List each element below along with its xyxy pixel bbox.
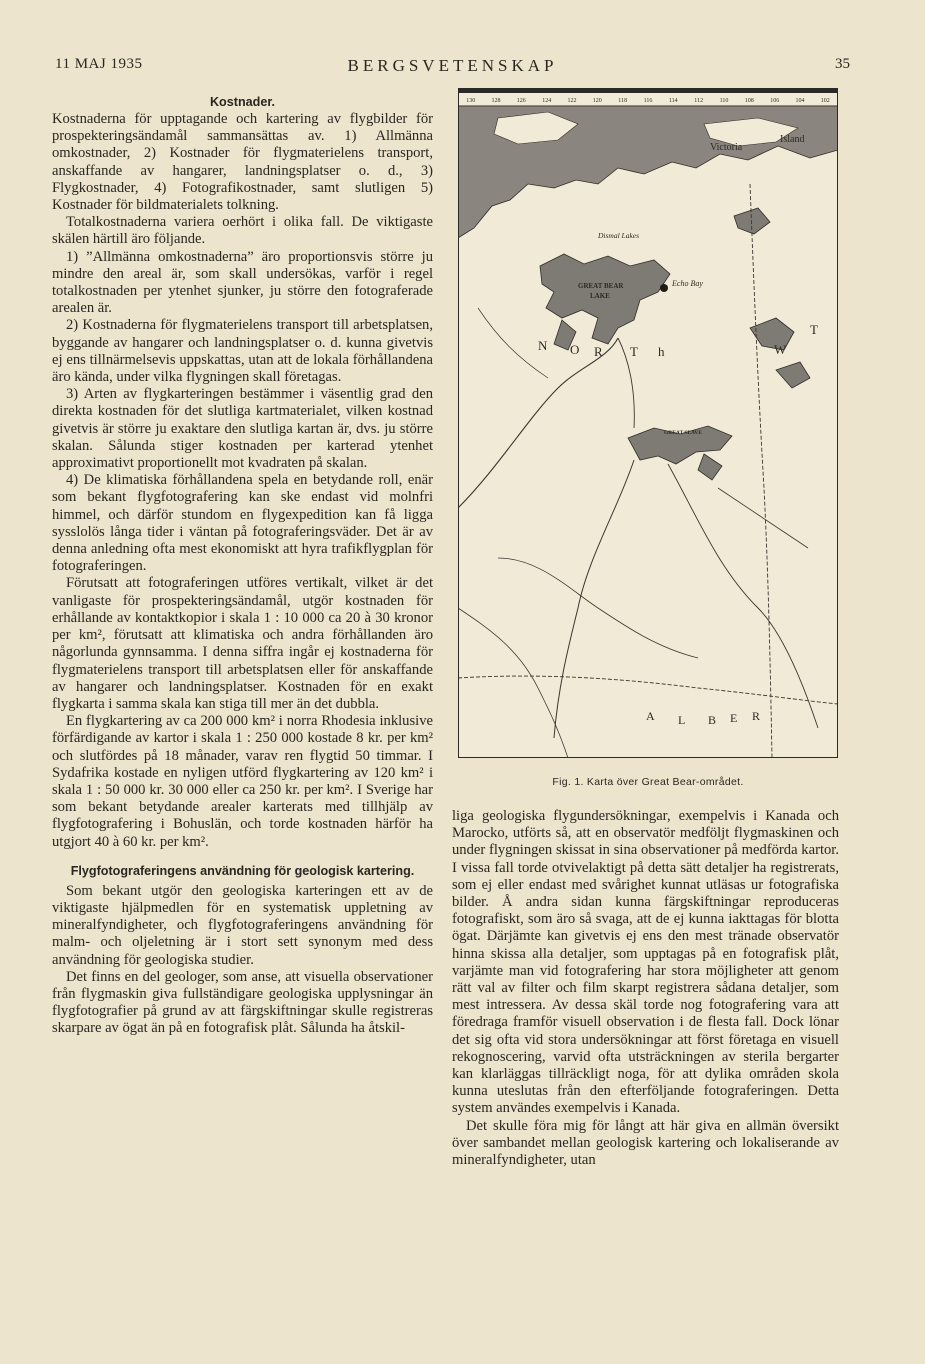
- map-label-alberta-r: R: [752, 709, 761, 723]
- journal-title: BERGSVETENSKAP: [347, 56, 558, 75]
- map-label-lake: LAKE: [590, 292, 610, 300]
- map-label-great-slave: GREAT SLAVE: [664, 430, 703, 436]
- longitude-label: 104: [795, 98, 805, 104]
- paragraph: Totalkostnaderna variera oerhört i olika fall. De viktigaste skälen härtill äro följande.: [52, 214, 433, 248]
- figure-caption: Fig. 1. Karta över Great Bear-området.: [552, 776, 744, 788]
- longitude-label: 126: [516, 98, 526, 104]
- longitude-label: 112: [694, 98, 704, 104]
- map-label-west-t: T: [810, 322, 818, 337]
- map-label-h: h: [658, 344, 665, 359]
- map-label-alberta-e: E: [730, 711, 738, 725]
- paragraph: Kostnaderna för upptagande och kartering av flygbilder för prospekteringsändamål sammansättas av. 1) Allmänna omkostnader, 2) Kostnader för flygmaterielens transport, anskaffande av hangarer, landningsplatser o. d., 3) Flygkostnader, 4) Fotografikostnader, samt slutligen 5) Kostnader för bildmaterialets tolkning.: [52, 111, 433, 214]
- longitude-label: 124: [542, 98, 552, 104]
- map-label-alberta-b: B: [708, 713, 717, 727]
- running-header: [55, 56, 850, 80]
- paragraph: Förutsatt att fotograferingen utföres vertikalt, vilket är det vanligaste för prospekteringsändamål, utgör kostnaden för erhållande av kontaktkopior i skala 1 : 10 000 ca 20 à 30 kronor per km², förutsatt att klimatiska och andra förhållanden äro någorlunda gynnsamma. I denna siffra ingår ej kostnaderna för flygmaterielens transport till arbetsplatsen eller för anskaffande av hangarer och landningsplatser. Kostnaden för en exakt flygkarta i samma skala kan stiga till mer än det dubbla.: [52, 575, 433, 712]
- map-figure: [458, 88, 838, 758]
- paragraph: 3) Arten av flygkarteringen bestämmer i väsentlig grad den direkta kostnaden för det slutliga kartmaterialet, vilken kostnad givetvis är större ju exaktare den slutliga kartan är, dvs. ju större skalan. Sålunda stiger kostnaden per karterad ytenhet approximativt proportionellt mot kvadraten på skalan.: [52, 386, 433, 472]
- paragraph: Det finns en del geologer, som anse, att visuella observationer från flygmaskin giva fullständigare geologiska upplysningar än flygfotografier på grund av att färgskiftningar skulle registreras skarpare av ögat än på en fotografisk plåt. Sålunda ha åtskil-: [52, 968, 433, 1037]
- paragraph: En flygkartering av ca 200 000 km² i norra Rhodesia inklusive förfärdigande av kartor i skala 1 : 250 000 kostade 8 kr. per km² och slutfördes på 18 månader, varav ren flygtid 50 timmar. I Sydafrika kostade en nyligen utförd flygkartering av 120 km² i skala 1 : 50 000 kr. 30 000 eller ca 250 kr. per km². I Sverige har som bekant betydande arealer karterats med tillhjälp av flygfotografering i Bohuslän, och torde kostnaden härför ha utgjort 40 à 60 kr. per km².: [52, 713, 433, 850]
- page-number: 35: [835, 56, 850, 72]
- longitude-label: 122: [567, 98, 577, 104]
- issue-date: 11 MAJ 1935: [55, 56, 143, 72]
- map-label-n: N: [538, 338, 548, 353]
- right-column: [452, 808, 839, 1169]
- section-heading-geology: Flygfotograferingens användning för geologisk kartering.: [70, 863, 415, 878]
- section-heading-costs: Kostnader.: [209, 95, 276, 109]
- longitude-label: 108: [744, 98, 754, 104]
- map-label-w: W: [774, 342, 787, 357]
- paragraph: 1) ”Allmänna omkostnaderna” äro proportionsvis större ju mindre den areal är, som skall undersökas, varför i regel totalkostnaden per ytenhet sjunker, ju större den fotograferade arealen är.: [52, 248, 433, 317]
- paragraph: 2) Kostnaderna för flygmaterielens transport till arbetsplatsen, byggande av hangarer och landningsplatser o. d. kunna givetvis ej ens tillnärmelsevis uppskattas, utan att de lokala förhållandena äro kända, under vilka flygningen skall företagas.: [52, 317, 433, 386]
- longitude-label: 120: [592, 98, 602, 104]
- map-label-alberta-a: A: [646, 709, 655, 723]
- map-label-echo-bay: Echo Bay: [672, 279, 703, 288]
- longitude-label: 102: [820, 98, 830, 104]
- paragraph: liga geologiska flygundersökningar, exempelvis i Kanada och Marocko, utförts så, att en observatör medföljt flygmaskinen och under flygningen skissat in sina observationer på medförda kartor. I vissa fall torde otvivelaktigt på detta sätt detaljer ha registrerats, som ej eller endast med svårighet kunnat utläsas ur fotografiska bilder. Å andra sidan kunna färgskiftningar reproduceras fotografiskt, som äro så svaga, att de ej kunna iakttagas för blotta ögat. Därjämte kan givetvis ej ens den mest tränade observatör hinna skissa alla detaljer, som upptagas på en fotografisk plåt, varjämte man vid fotografering har stora möjligheter att genom rätt val av filter och film skarpt registrera sådana detaljer, som mest intressera. Av dessa skäl torde nog fotografering vara att föredraga framför visuell observation i de flesta fall. Dock lönar det sig ofta vid stora undersökningar att först företaga en visuell rekognoscering, varvid ofta utsträckningen av sterila bergarter kan klarläggas tillräckligt noga, för att dylika områden skola kunna uteslutas från den efterföljande fotograferingen. Detta system användes exempelvis i Kanada.: [452, 808, 839, 1117]
- paragraph: Det skulle föra mig för långt att här giva en allmän översikt över sambandet mellan geologisk kartering och lokaliserande av mineralfyndigheter, utan: [452, 1117, 839, 1169]
- longitude-label: 106: [770, 98, 780, 104]
- longitude-label: 110: [719, 98, 729, 104]
- paragraph: 4) De klimatiska förhållandena spela en betydande roll, enär som bekant flygfotografering kan ske endast vid molnfri himmel, och därför stundom en flygexpedition kan få ligga sysslolös långa tider i väntan på fotograferingsväder. Det är av denna anledning ofta mest ekonomiskt att hyra trafikflygplan för fotograferingen.: [52, 472, 433, 575]
- map-label-t: T: [630, 344, 638, 359]
- map-label-alberta-l: L: [678, 713, 686, 727]
- left-column: [52, 94, 433, 1038]
- longitude-label: 118: [618, 98, 628, 104]
- map-label-great-bear: GREAT BEAR: [578, 282, 624, 290]
- map-label-r: R: [594, 344, 603, 359]
- map-label-o: O: [570, 342, 580, 357]
- paragraph: Som bekant utgör den geologiska karteringen ett av de viktigaste hjälpmedlen för en systematisk uppletning av mineralfyndigheter, och flygfotograferingens användning för malm- och oljeletning är i stort sett synonym med dess användning för geologiska studier.: [52, 882, 433, 968]
- longitude-label: 114: [668, 98, 678, 104]
- longitude-label: 130: [466, 98, 476, 104]
- map-label-victoria: Victoria: [710, 142, 743, 153]
- map-label-dismal-lakes: Dismal Lakes: [598, 231, 640, 240]
- longitude-label: 116: [643, 98, 653, 104]
- longitude-label: 128: [491, 98, 501, 104]
- map-label-island: Island: [780, 134, 805, 145]
